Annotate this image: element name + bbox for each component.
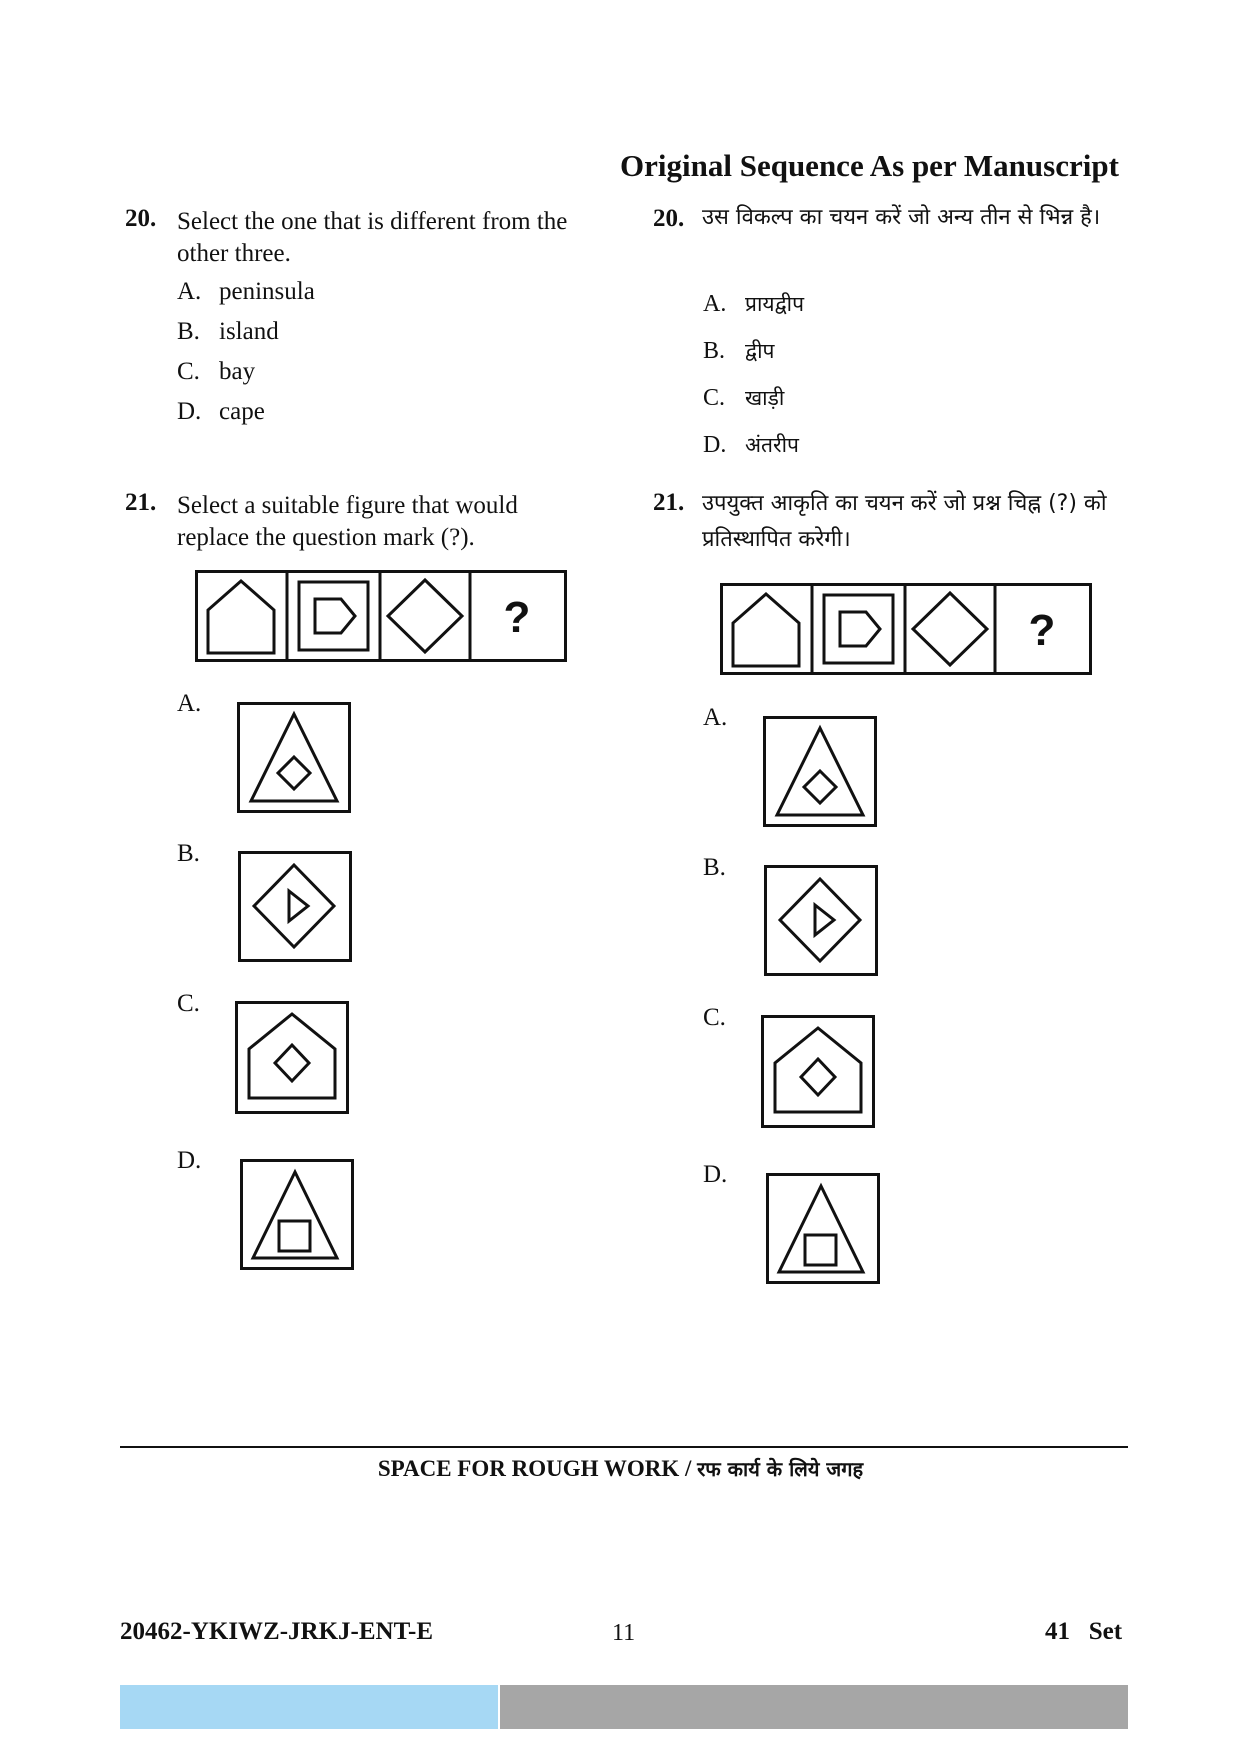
q21-option-a-label-en: A. [177, 690, 202, 717]
rough-work-label-hi: रफ कार्य के लिये जगह [697, 1457, 864, 1481]
question-mark: ? [1028, 606, 1056, 655]
q20-text-en: Select the one that is different from the other three. [177, 208, 568, 267]
q21-number-en: 21. [125, 489, 157, 516]
option-label: D. [177, 398, 202, 425]
paper-code: 20462-YKIWZ-JRKJ-ENT-E [120, 1618, 433, 1645]
q21-option-c-figure-hi[interactable] [761, 1015, 875, 1128]
q20-number-hi: 20. [653, 205, 685, 232]
q20-option-a-hi[interactable] [703, 290, 804, 318]
q20-option-c-en[interactable] [177, 358, 255, 386]
option-label: C. [703, 385, 726, 411]
option-text: प्रायद्वीप [745, 292, 805, 316]
q21-option-b-label-hi: B. [703, 854, 726, 881]
q20-option-d-en[interactable] [177, 398, 265, 426]
q21-sequence-figure-hi [720, 583, 1092, 675]
option-text: अंतरीप [745, 433, 799, 457]
q21-number-hi: 21. [653, 489, 685, 516]
q21-option-a-figure-en[interactable] [237, 702, 351, 813]
q21-option-a-figure-hi[interactable] [763, 716, 877, 827]
q21-option-d-label-hi: D. [703, 1161, 728, 1188]
rough-work-label [0, 1455, 1241, 1482]
q21-option-d-label-en: D. [177, 1147, 202, 1174]
q21-sequence-figure-en [195, 570, 567, 662]
option-text: peninsula [219, 278, 315, 305]
q21-option-c-label-hi: C. [703, 1004, 726, 1031]
option-text: द्वीप [745, 339, 775, 363]
option-text: cape [219, 398, 265, 425]
q21-text-hi: उपयुक्त आकृति का चयन करें जो प्रश्न चिह्न (?) को प्रतिस्थापित करेगी। [702, 491, 1107, 552]
q21-option-b-figure-hi[interactable] [764, 865, 878, 976]
q21-option-a-label-hi: A. [703, 704, 728, 731]
option-label: A. [703, 291, 727, 317]
q20-option-b-en[interactable] [177, 318, 279, 346]
footer-bar-blue [120, 1685, 498, 1729]
set-number: 41 Set [1045, 1618, 1123, 1645]
page-heading: Original Sequence As per Manuscript [620, 148, 1119, 183]
option-label: D. [703, 432, 727, 458]
option-label: B. [177, 318, 200, 345]
option-label: A. [177, 278, 202, 305]
q21-option-b-label-en: B. [177, 840, 200, 867]
q20-option-b-hi[interactable] [703, 337, 774, 365]
q20-option-a-en[interactable] [177, 278, 315, 306]
option-text: bay [219, 358, 256, 385]
q21-option-d-figure-hi[interactable] [766, 1173, 880, 1284]
rough-work-label-en: SPACE FOR ROUGH WORK / [377, 1456, 698, 1481]
option-text: island [219, 318, 279, 345]
q20-option-c-hi[interactable] [703, 384, 784, 412]
option-label: B. [703, 338, 726, 364]
q21-option-b-figure-en[interactable] [238, 851, 352, 962]
option-label: C. [177, 358, 200, 385]
q21-option-c-label-en: C. [177, 990, 200, 1017]
footer-bar-gray [500, 1685, 1128, 1729]
q20-text-hi: उस विकल्प का चयन करें जो अन्य तीन से भिन्न है। [702, 205, 1101, 230]
option-text: खाड़ी [745, 386, 785, 410]
page-number: 11 [612, 1620, 636, 1646]
q20-option-d-hi[interactable] [703, 431, 799, 459]
question-mark: ? [503, 593, 531, 642]
q20-number-en: 20. [125, 205, 157, 232]
q21-option-c-figure-en[interactable] [235, 1001, 349, 1114]
q21-option-d-figure-en[interactable] [240, 1159, 354, 1270]
rough-work-divider [120, 1446, 1128, 1448]
q21-text-en: Select a suitable figure that would replace the question mark (?). [177, 492, 518, 551]
